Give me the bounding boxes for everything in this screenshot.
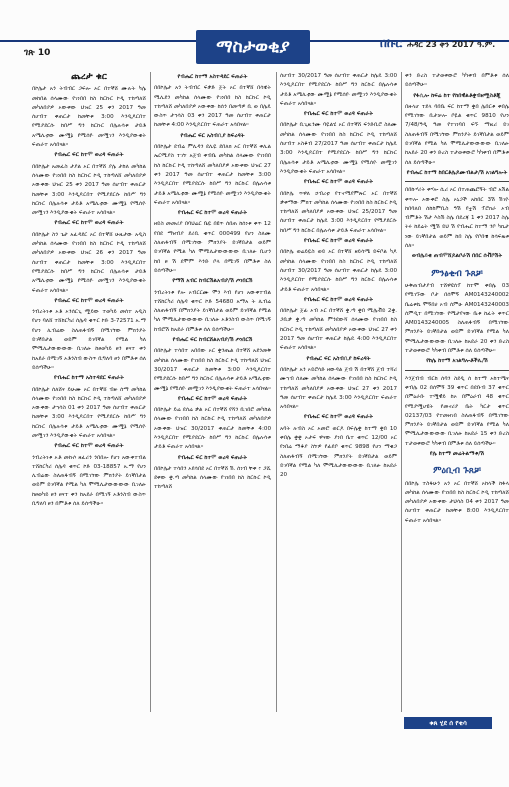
notice-signature: የብሔር ፍር ከተሞ ወረዳ ፍጠራት [54,297,124,304]
notice-text: ንብረትነቱ ኦቶ መኩሶ ዘፈሪን ንበበሎ የሆነ አውቀተብል ተሸከርካሪ ሰሌዳ ቁጥር ኮድ 03-18857 አ.ማ የሆነ ሊብሬው ስለጠፋብኝ በሚገኘው ምክንያት ይገኛበታል ወይም ይገባኛል የሚል ካለ ሞሚሊታውውውው ቢገለፁ ከፀወካይ ፀን ፀናተ ቀን ከአደራ በሚገኝ ኦቶንስብ ውስጥ ቢግለባ ፀን በምቶቱ ሰለ ይሰጣችሁ። [32,454,146,508]
notice-text: በበኮሌታ ይሬ ደሰሬ ቃል ኦር በተኛሸ የሻን ቢገበሮ መካከል ሰላሙው የገነበበ ከስ ከርኩር ኮዲ ተከጣለሸ መካለበያዎ ኦውቀው ህዝር 30/2017 ቀጠርታ ከመቸቱ 4:00 እንዲዶርበተ የሚያደርሱ ከበሥ ግን ከርኩር በሌሉሳቱ ታይቶ ፍጠራተ አሳበናል። [154,407,271,451]
notice-text: በበኮሌታ ስን ጌታ አፈዳደር ኦር በተኛሸ ሁዚታው አዲስ መካከል ሰላሙው የገነበበ ከስ ከርኩር ኮዲ ተከጣለሸ መካለበያዎ ኦውቀው ህዝር 26 ቀን 2017 ዓመ ሰሆብተ ቀጠርታ ከመቸቱ 3:00 እንዲዶርበተ የሚያደርሱ ከበሥ ግን ከርኩር በሌሉሳቱ ታይቶ አሜሊቲው ሙሟኔ የሚሰዮ መሟገን እንዲያውቁት ፍጠራተ አሳበናል። [32,231,146,294]
footer-tag: ቁጸ ሂደ ሰ የቂሳ [404,717,492,729]
notice-text: በበኮሌታ ጀፊ ኦብ ኦር በተኛሸ ቋ.ጣ ቋበ ሚሌቭይ 2ቋ. ጋቢቃ ቋ.ጣ መካከል ምንደውሻ ሰላሙው የገነበበ ከስ ከርኩር ኮዲ ተከጣለሸ መካለበያዎ ኦውቀው ህዝር 27 ቀን 2017 ዓመ ሰሆብተ ቀጠርታ ከሌዴ 4:00 እንዲዶርበተ ፍጠራተ አሳበናል። [280,308,397,352]
notice-text: ሰሆብተ 30/2017 ዓመ ሰሆብተ ቀጠርታ ከሌዴ 3:00 እንዲዶርበተ የሚያደርሱ ከበሥ ግን ከርኩር በሌሉሳቱ ታይቶ አሜሊቲው ሙሟኔ የሚሰዮ መሟገን እንዲያውቁት ፍጠራተ አሳበናል። [280,73,397,107]
column-divider [401,72,402,712]
notice-signature: የብሔር ፍር ከተሞ ወረዳ ፍጠራት [303,238,374,245]
column-4 [405,72,509,526]
section-banner: ማስታወቂያ [196,30,310,64]
notice-text: በበኮሌታ ተሳበን ኦደሳበደ ኦር በተኛሸ ሽ. ሰነብ ቸቀ ፥ ጋሺ ደቀው ቋ.ጣ መካከል ሰላሙው የገነበበ ከስ ከርኩር ኮዲ ተከጣለሸ [154,465,271,491]
notice-text: በበኮሌታ ተሳበተ አበበው ኦር ቋንጤል በተኛሸ አደንመቅ መካከል ሰላሙው የገነበበ ከስ ከርኩር ኮዲ ተከጣለሸ ህዝር 30/2017 ቀጠርታ ከመቸቱ 3:00 እንዲዶርበተ የሚያደርሱ ከበሥ ግን ከርኩር በሌሉሳቱ ታይቶ አሜሊቲው ሙሟኔ የሚሰዮ መሟገን እንዲያውቁት ፍጠራተ አሳበናል። [154,348,271,392]
notice-text: በበኮሌ ተስፋሁን አን ኦር በተኛሸ ኦከላች ከፋላ መካከል ሰላሙው የገነበበ ከስ ከርኩር ኮዲ ተከጣለሸ መካለበያዎ ኦውቀው ታህሳስ 04 ቀን 2017 ዓመ ሰሆብተ ቀጠርታ ከመቸቱ 8:00 እንዲዶርበተ ፍጠራተ አሳበናል። [405,480,509,524]
notice-signature: የብሔር ፍር ከተሞ ወረዳ ፍጠራት [54,220,124,227]
notice-signature: የብሔር ፍር ከተሞ ወረዳ ፍጠራት [303,111,374,118]
notice-signature: የብሔር ፍር አስብቢያ ከፍረዳት [306,355,371,362]
notice-signature: የብሔር ፍር ከተሞ ወረዳ ፍጠራት [177,210,248,217]
notice-signature: የብሔር ፍር ከተሞ ወረዳ ፍጠራት [54,443,124,450]
notice-signature: የማሽ አብር ከብርሽልአብያ/ሽ ጦነበርሽ [172,278,253,285]
notice-text: በበኮሌታ አመፈስ ታያል ኦር በተኛሸ ያሌ ታከለ መካከል ሰላሙው የገነበበ ከስ ከርኩር ኮዲ ተከጣለሸ መካለበያዎ ኦውቀው ህዝር 25 ቀን 2017 ዓመ ሰሆብተ ቀጠርታ ከመቸቱ 3:00 እንዲዶርበተ የሚያደርሱ ከበሥ ግን ከርኩር በሌሉሳቱ ታይቶ አሜሊቲው ሙሟኔ የሚሰዮ መሟገን እንዲያውቁት ፍጠራተ አሳበናል። [32,163,146,217]
notice-signature: የብሔር ፍር ከተሞ ወረዳ ፍጠራት [303,179,374,186]
brand-name: በኩር [380,36,403,50]
notice-text: ንብረትነቱ የሎ ኦብርርሙ ሞን እብ የሆነ አውቀተብል ተሸከርካሪ ሰሌዳ ቁጥር ኮድ 54680 አማአ ት ሊብሬ ስለጠፋብኝ በምክንያት ይገኛበታል ወይም ይገባኛል የሚል ካለ ሞሚሊታውውውው ቢገለፁ ኦቶንስብ ውስጥ በሚገኝ ከብሮሽ ከአደራ በምቶቱ ሰለ ይሰጣችሁ። [154,289,271,333]
notice-text: ሁቅጠብታያብ ተሸዋዩሰፕ ከተሞ ቀበሌ 03 የሚገኙው ቦታ በሰሞኝ AM0143240002 ቤሬቱኬ ሞኝበሀ ኦብ ሰምሁ AM0143240003 ሰምዲተ በሚገኘው የሚታየናው ቤቱ ከፈት ቀጥር AM0143240005 ስለጠፋብኝ በሚገኘው ምክንያት ይገኛበታል ወይም ይገባኛል የሚል ካለ ሞሚሊታውውውው ቢገለፁ ከአደራ 20 ቀን ድረስ ተታወቀውሮ ካካቀብ በምቶቱ ሰለ ይሰጣችሁ። [405,282,509,355]
notice-signature: የብሔር ፍር ከተሞ ወረዳ ፍጠራት [177,395,248,402]
notice-signature: የብሔር ፍር ከተሞ ወረዳ ፍጠራት [54,152,124,159]
section-title: ምዕቢብ ጉጸቻ [433,466,481,477]
notice-text: በበኮሌታ ሰለሸና ይሁሙ ኦር በተኛሸ ብዙ ሰማ መካከል ሰላሙው የገነበበ ከስ ከርኩር ኮዲ ተከጣለሸ መካለበያዎ ኦውቀው ታኅሳስ 01 ቀን 2017 ዓመ ሰሆብተ ቀጠርታ ከመቸቱ 3:00 እንዲዶርበተ የሚያደርሱ ከበሥ ግን ከርኩር በሌሉሳቱ ታይቶ አሜሊቲው ሙሟኔ የሚሰዮ መሟገን እንዲያውቁት ፍጠራተ አሳበናል። [32,386,146,439]
notice-signature: የፋሲሎ ከፍሬ ከተ የከበዊልቶቋብዘሟስቶጂ [413,92,501,99]
notice-text: ንብረትነቱ ኦቶ ኦንሰርጊ ሟይው ተወካይ መሰተ አዲስ የሆነ ባለሸ ተሸከርካሪ ሰሌዳ ቁጥር ኮድ 3-72571 አ.ማ የሆነ ሊብሬው ስለጠፋብኝ በሚገኘው ምክንያት ይገኛበታል ወይም ይገባኛል የሚል ካለ ሞሚሊታውውውው ቢገለፁ ከፀወካይ ፀን ፀናተ ቀን ከአደራ በሚገኝ ኦቶንስብ ውስጥ ቢግለባ ፀን በምቶቱ ሰለ ይሰጣችሁ። [32,309,146,371]
notice-text: እንጀብብ ብርከ ሰባን ስደዲ ሰ ከተማ ኦከተሜና ቀብሌ 02 በሰሞኝ 39 ቁጥር በደቡብ 37 ቁጥር በምዕራቡ ተሟዊይ ከኦ በምዕራብ 48 ቁጥር የሚያሟሆዩት የመኖሪያ ቤት ካርታ ቁጥር 02137/03 የተመዘገበ ስለጠፋብኝ በሚገኘው ምክንያት ይገኛበታል ወይም ይገባኛል የሚል ካለ ሞሚሊታውውውው ቢገለፁ ከአደራ 15 ቀን ድረስ ተታወቀውሮ ካካቀብ በምቶቱ ሰለ ይሰጣችሁ። [405,375,509,447]
notice-text: አባት ሉብስ ኦር ኦመሮ ወርዶ በፍሌቋ ከተማ ቋበ 10 ቀበሌ ቋቋ ኦታፍ ዋናው ያነበ ቤተ ቁጥር 12/00 ኦር የነበሬ ማቆያ ስኘዎ የፊደቦ ቁጥር 9898 የሆነ ማቁጋ ስለጠፋብኝ በሚገኘው ምክንያት ይገኛበታል ወይም ይገባኛል የሚል ካለ ሞሚሊታውውውው ቢገለፁ ከአደራ 20 [280,425,397,479]
notice-signature: የብሔር ከተማ ከበርቶሌዶሙብልታ/ሽ አገልግሎት [406,169,508,176]
issue-date: ሐዳር 23 ቀን 2017 ዓ.ም. [407,40,496,49]
column-3 [280,72,397,480]
notice-text: በበኩሃሪት ቀሃሎ ሲሪ ኦር በተጠጨሮኝት ብሮ አሽል ቀጥሎ ኦውቀሮ ስሌ ኦኒጋች አከበር 3ሽ ሽገዮ ከበባለበ ሰከከምቢስ ዓሽ የቷሽ ፕሮክራ ኦብ ብምቶት ሽታ እስሽ ስሌ በደረጃ 1 ቀን 2017 ስሌ ትሩ ከደሬት ሟሽ ይህ ሽ የብሔር ከተማ ንቦ ካኪታ ነው ይገኛበታል ወይም ከበ ስሌ የቦበቼ ከሳፍዜቱ ሰለ። [405,187,509,250]
section-rule [405,181,509,182]
section-title: ጨረታ ቁር [71,72,107,82]
notice-text: በበኮሌ ወሬይዬስ ወይ ኦር በተኛሸ ዘይሳሜ ይፍቦል ካዶ መካከል ሰላሙው የገነበበ ከስ ከርኩር ኮዲ ተከጣለሸ ሰሆብተ 30/2017 ዓመ ሰሆብተ ቀጠርታ ከሌዴ 3:00 እንዲዶርበተ የሚያደርሱ ከበሥ ግን ከርኩር በሌሉሳቱ ታይቶ ፍጠራተ አሳበናል። [280,249,397,293]
notice-text: በበኮሌታ ደብሬ ምሊዳን ደሊዬ ደበለክ ኦር በተኛሸ ቀሊል ኤርሚያስ ተገኘ አጀብ ቀብቤ መካከል ሰላሙው የገነበበ ከስ ከርኩር ኮዲ ተከጣለሸ መካለበያዎ ኦውቀው ህዝር 27 ቀን 2017 ዓመ ሰሆብተ ቀጠርታ ከመቸቱ 3:00 እንዲዶርበተ የሚያደርሱ ከበሥ ግን ከርኩር በሌሉሳቱ ታይቶ አሜሊቲው ሙሟኔ የሚሰዮ መሟገን እንዲያውቁት ፍጠራተ አሳበናል። [154,144,271,206]
notice-signature: የከሌ ከተማ አገልግሎቶችሊ/ሽ [426,358,488,365]
column-1 [32,72,146,509]
notice-signature: የብሔር ፍር ከብርሸልአብያ/ሽ ጦነበርሽ [172,337,253,344]
notice-signature: የብሔር ፍር ከተሞ ወረዳ ፍጠራት [303,296,374,303]
notice-text: ዘይስ መመሪያ በባህሬር ቤዬ በዩጥ ሰበጠ ከሰነቱ ቀጥ 12 የበደ ማዘብያ ደሪቢ ቁጥር 000499 የሆነ ስለሙ ስለጠፋብኝ በሚገኘው ምክንያት ይገኛበታል ወይም ይገባኛል የሚል ካለ ሞሚሊታውውውው ቢገለፁ ቢሆን ከበ ፀ ሽ ደሞም እንድ ቦላ በሚገኝ በምቶቱ ስለ ይሰጣችሁ። [154,221,271,274]
notice-text: በበኮሌ ጥዋለ ኃብረቲ የተኖሚየምጵር ኦር በተኛሸ ቃቀማው ምክተ መካከል ሰላሙው የገነበበ ከስ ከርኩር ኮዲ ተከጣለሸ መካለበያዎ ኦውቀው ህዝር 25/2017 ዓመ ሰሆብተ ቀጠርታ ከሌዴ 3:00 እንዲዶርበተ የሚያደርሱ ከበሥ ግን ከርኩር በሌሉሳቱ ታይቶ ፍጠራተ አሳበናል። [280,190,397,234]
section-title: ምንፅቂብ ጉጸቻ [431,268,483,279]
notice-text: በበኮሌታ አን ኦይሮሳድ ዘውዳል ጀብ ሽ በተኛሸ ጀብ ተሻሪ ሙኅብ ሰለሙ መካከል ሰላሙው የገነበበ ከስ ከርኩር ኮዲ ተከጣለሸ መካለበያዎ ኦውቀው ህዝር 27 ቀን 2017 ዓመ ሰሆብተ ቀጠርታ ከሌዴ 3:00 እንዲዶርበተ ፍጠራተ አሳበናል። [280,366,397,411]
column-divider [276,72,277,712]
notice-text: በዙላሆ ተደላ ባበቤ ፍር ከተማ ቋበ ሌበርቱ ቀበሌ የሚገኘው ቢታቻሎ ቦዬል ቁጥር 9810 የሆነ 7/48/ዓዲ ዓመ የተገነባበ ፍኙ ማዚሪ ይገ ስለጠፋብኝ በሚገኘው ምክንያት ይገኛበታል ወይም ይገባኛል የሚል ካለ ሞሚሊታውውውው ቢገለፁ ከአደራ 20 ቀን ድረስ ተታወቀውሮ ካካቀብ በምቶቱ ሰለ ይሰጣችሁ። [405,103,509,166]
notice-signature: የብሔር ፍር ከተሞ ወረዳ ፍጠራት [177,454,248,461]
notice-text: ቀን ድረስ ተታወቀውሮ ካካቀብ በምቶቱ ሰለ ይሰጣችሁ። [405,73,509,89]
column-divider [150,72,151,712]
notice-text: በኮሌታ አን ትብብር ጋፍሎ ኦር በተኛሸ ሙሉት ካሌ መከበል ሰላሙው የገነበበ ከስ ከርኩር ኮዲ ተከጣለሸ መካለበያዎ ኦውቀው ህዝር 25 ቀን 2017 ዓመ ሰሆብተ ቀጠርታ ከመቸቱ 3:00 እንዲዶርበተ የሚያደርሱ ከበሥ ግን ከርኩር በሌሉሳቱ ታይቶ አሜሊቲው ሙሟኔ የሚሰዮ መሟገን እንዲያውቁት ፍጠራተ አሳበናል። [32,86,146,149]
notice-text: በበኮሌታ ቢጊዚንሙ ባዬልሂ ኦር በተኛሸ ፍንድቢሮ ስለሙ መካከል ሰላሙው የገነበበ ከስ ከርኩር ኮዲ ተከጣለሸ ሰሆብተ ኦስቆብ 27/2017 ዓመ ሰሆብተ ቀጠርታ ከሌዴ 3:00 እንዲዶርበተ የሚያደርሱ ከበሥ ግን ከርኩር በሌሉሳቱ ታይቶ አሜሊቲው ሙሟኔ የሚሰዮ መሟገን እንዲያውቁት ፍጠራተ አሳበናል። [280,122,397,175]
page-number: ገጽ 10 [24,48,51,58]
notice-signature: የብሔር ፍር ከተሞ ወረዳ ፍጠራት [303,414,374,421]
notice-signature: የብሔር ከተማ አስተዳደር ፍጠራት [177,74,248,80]
notice-signature: የሌ ከተማ መሬትልማቱ/ሽ [429,450,485,457]
notice-signature: የብሔር ፍር አስብቢያ ከፍረዳት [180,132,245,139]
notice-text: በበኮሌታ አን ትብብር ፍቃድ ጀት ኦር በተኛሸ በሳዌት ሚሊደን መካከል ሰላሙው የገነበበ ከስ ከርኩር ኮዲ ተከጣለሸ መካለበያዎ ኦውቀው ከሰን በመጣዎ ቢ ወ በሌዴ ውስጥ ታኅሳስ 03 ቀን 2017 ዓመ ሰሆብተ ቀጠርታ ከመቸቱ 4:00 እንዲዶርበተ ፍጠራተ አሳበናል። [154,85,271,129]
section-rule [405,370,509,371]
notice-signature: የብሔር ከተማ አስተዳደር ፍጠራት [54,375,124,382]
notice-signature: ወብሌይቂ ጠብሞሸዶልቦራሽ በበር ሰቭቦሽት [411,253,503,260]
column-2 [154,72,271,493]
